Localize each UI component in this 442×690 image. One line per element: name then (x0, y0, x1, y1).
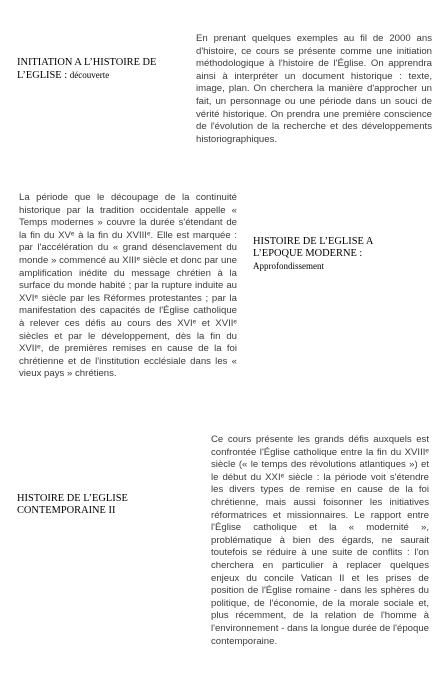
title-separator: : (359, 248, 363, 259)
title-separator: : (64, 70, 70, 81)
course-title-contemporaine (17, 493, 167, 517)
course-description-initiation: En prenant quelques exemples au fil de 2000 ans d'histoire, ce cours se présente comme une initiation méthodologique à l'histoire de l'Église. On apprendra ainsi à interpréter un document historique : texte, image, plan. On cherchera la manière d'approcher un fait, un personnage ou une période dans un souci de vérité historique. On prendra une première conscience de l'évolution de la recherche et des développements historiographiques. (196, 33, 432, 145)
course-level: découverte (69, 70, 110, 80)
course-description-moderne: La période que le découpage de la continuité historique par la tradition occidentale appelle « Temps modernes » couvre la durée s'étendant de la fin du XVᵉ à la fin du XVIIIᵉ. Elle est marquée : par l'accélération du « grand désenclavement du monde » commencé au XIIIᵉ siècle et donc par une amplification inédite du message chrétien à la surface du monde habité ; par la rupture induite au XVIᵉ siècle par les Réformes protestantes ; par la manifestation des capacités de l'Église catholique à relever ces défis au cours des XVIᵉ et XVIIᵉ siècles et par le développement, dès la fin du XVIIᵉ, de premières remises en cause de la foi chrétienne et de l'institution ecclésiale dans les « vieux pays » chrétiens. (19, 192, 237, 380)
course-title-text: HISTOIRE DE L’EGLISE CONTEMPORAINE II (17, 493, 128, 516)
course-title-moderne (253, 236, 403, 273)
course-title-initiation (17, 57, 175, 82)
course-title-text: INITIATION A L’HISTOIRE DE L’EGLISE (17, 57, 157, 81)
course-level: Approfondissement (253, 261, 324, 271)
course-title-text: HISTOIRE DE L’EGLISE A L’EPOQUE MODERNE (253, 236, 373, 259)
course-description-contemporaine: Ce cours présente les grands défis auxquels est confrontée l'Église catholique entre la fin du XVIIIᵉ siècle (« le temps des révolutions atlantiques ») et le début du XXIᵉ siècle : la période voit s'étendre les divers types de remise en cause de la foi chrétienne, mais aussi foisonner les initiatives réformatrices et missionnaires. Le rapport entre l'Église catholique et la « modernité », problématique à bien des égards, ne saurait toutefois se réduire à une suite de conflits : l'on cherchera en particulier à replacer quelques enjeux du concile Vatican II et les prises de position de l'Église romaine - dans les sphères du politique, de l'économie, de la morale sociale et, plus récemment, de la relation de l'homme à l'environnement - dans la longue durée de l'époque contemporaine. (211, 434, 429, 647)
